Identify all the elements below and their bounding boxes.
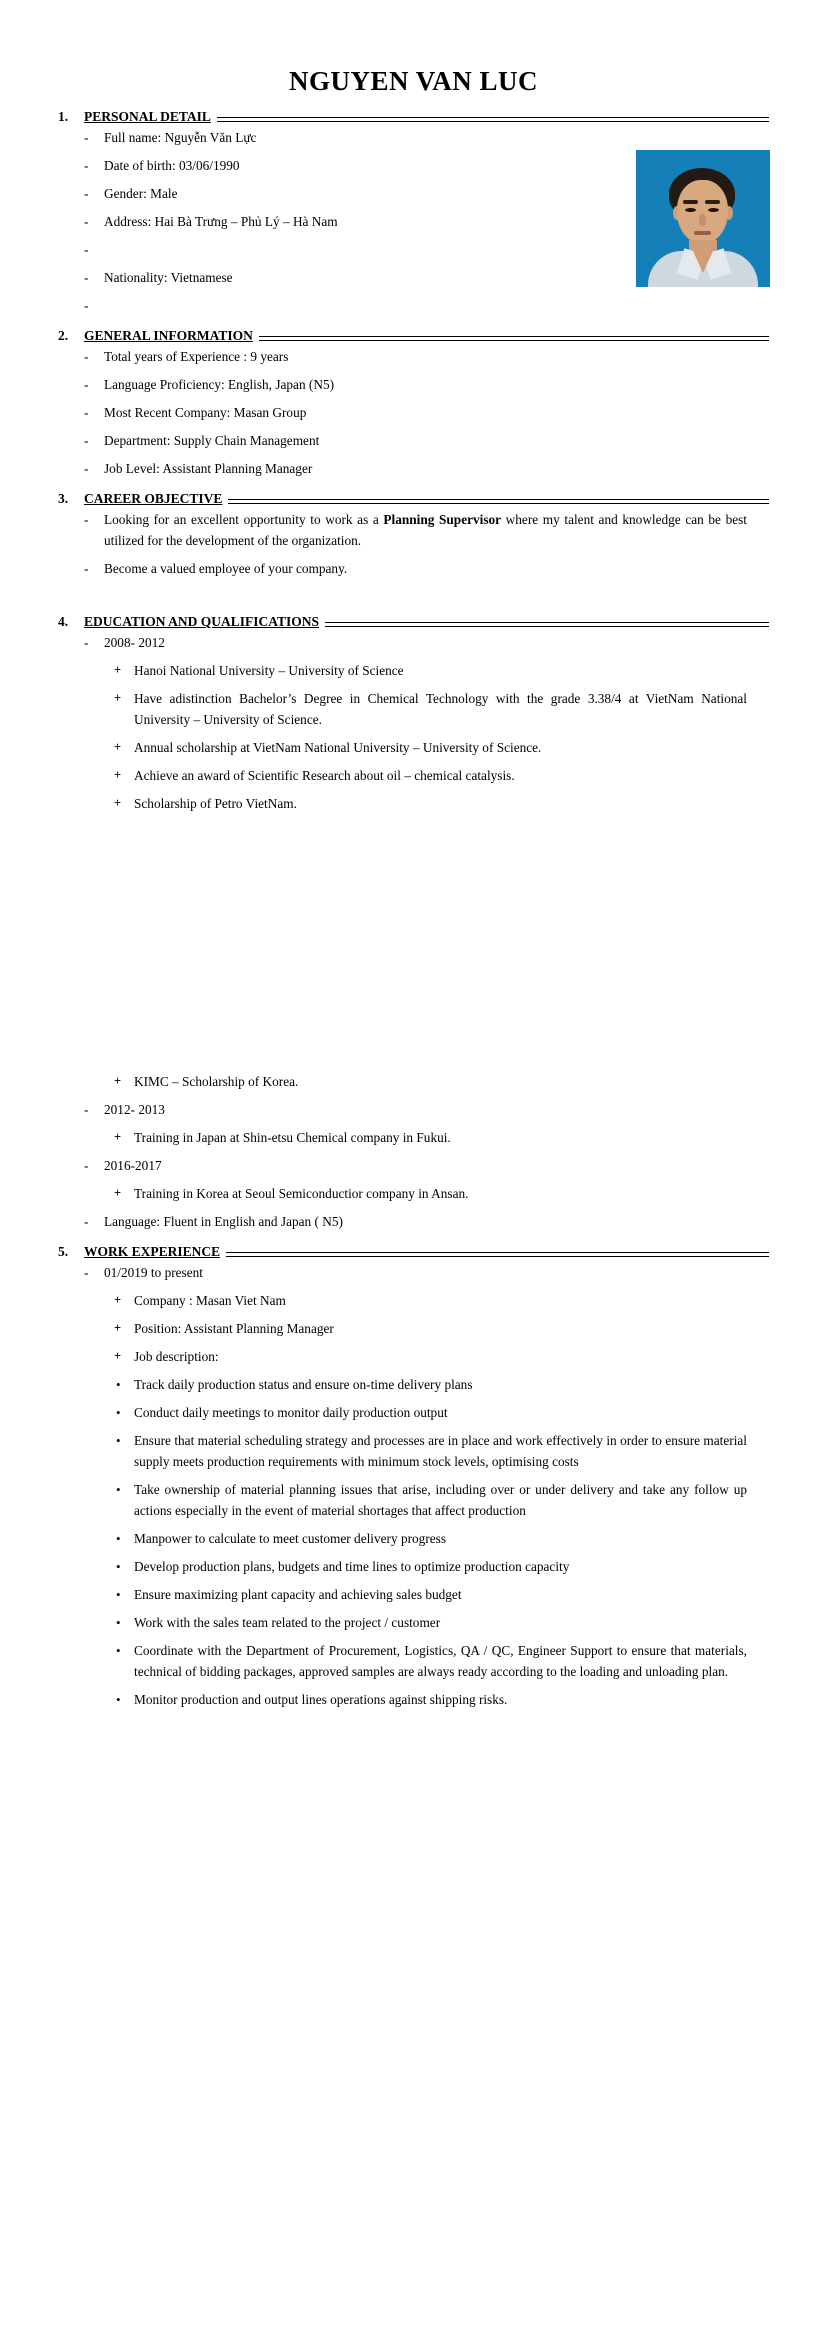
section-career-objective: [58, 491, 769, 579]
list-item: - Date of birth: 03/06/1990: [58, 155, 769, 176]
section-title: PERSONAL DETAIL: [84, 109, 211, 124]
education-period: - 2012- 2013: [58, 1099, 769, 1120]
section-title: CAREER OBJECTIVE: [84, 491, 223, 506]
list-item: - Job Level: Assistant Planning Manager: [58, 458, 769, 479]
objective-prefix: Looking for an excellent opportunity to work as a: [104, 512, 384, 527]
duty-item: • Coordinate with the Department of Procurement, Logistics, QA / QC, Engineer Support to ensure that materials, technical of bidding packages, approved samples are always ready according to the loading and unloading plan.: [58, 1640, 769, 1682]
career-objective-list: [58, 509, 769, 579]
list-item: - Language Proficiency: English, Japan (N5): [58, 374, 769, 395]
duty-item: • Monitor production and output lines operations against shipping risks.: [58, 1689, 769, 1710]
list-item: - Department: Supply Chain Management: [58, 430, 769, 451]
section-heading: [58, 1244, 769, 1260]
work-entry: + Company : Masan Viet Nam: [58, 1290, 769, 1311]
objective-role: Planning Supervisor: [383, 512, 502, 527]
section-personal-detail: [58, 109, 769, 316]
education-entry: + Hanoi National University – University of Science: [58, 660, 769, 681]
section-title: EDUCATION AND QUALIFICATIONS: [84, 614, 320, 629]
section-number: 3.: [58, 491, 69, 506]
duty-item: • Manpower to calculate to meet customer delivery progress: [58, 1528, 769, 1549]
list-item: - Address: Hai Bà Trưng – Phủ Lý – Hà Nam: [58, 211, 769, 232]
work-entry: + Job description:: [58, 1346, 769, 1367]
education-period: - 2016-2017: [58, 1155, 769, 1176]
section-education-qualifications: [58, 614, 769, 1232]
education-period: - 2008- 2012: [58, 632, 769, 653]
work-period: - 01/2019 to present: [58, 1262, 769, 1283]
education-entry: + Scholarship of Petro VietNam.: [58, 793, 769, 814]
section-heading: [58, 491, 769, 507]
section-title: WORK EXPERIENCE: [84, 1244, 221, 1259]
education-entry: + Training in Japan at Shin-etsu Chemical company in Fukui.: [58, 1127, 769, 1148]
list-item: - Full name: Nguyễn Văn Lực: [58, 127, 769, 148]
heading-rule: [325, 622, 769, 627]
list-item: - Gender: Male: [58, 183, 769, 204]
objective-suffix: where my talent and knowledge can be best utilized for the development of the organization.: [104, 512, 747, 548]
education-entry: + Training in Korea at Seoul Semiconductior company in Ansan.: [58, 1183, 769, 1204]
work-entry: + Position: Assistant Planning Manager: [58, 1318, 769, 1339]
section-heading: [58, 614, 769, 630]
section-heading: [58, 328, 769, 344]
section-title: GENERAL INFORMATION: [84, 328, 253, 343]
page-title: NGUYEN VAN LUC: [288, 66, 539, 96]
heading-rule: [259, 336, 769, 341]
section-number: 2.: [58, 328, 69, 343]
section-general-information: [58, 328, 769, 479]
education-entry: + KIMC – Scholarship of Korea.: [58, 1071, 769, 1092]
heading-rule: [226, 1252, 769, 1257]
career-objective-paragraph: [58, 509, 769, 551]
education-entry: + Achieve an award of Scientific Research about oil – chemical catalysis.: [58, 765, 769, 786]
duty-item: • Work with the sales team related to the project / customer: [58, 1612, 769, 1633]
duty-item: • Ensure maximizing plant capacity and achieving sales budget: [58, 1584, 769, 1605]
list-item: - Become a valued employee of your company.: [58, 558, 769, 579]
page-gap: [58, 821, 769, 1071]
list-item: - Total years of Experience : 9 years: [58, 346, 769, 367]
work-experience-list: [58, 1262, 769, 1710]
heading-rule: [228, 499, 769, 504]
personal-detail-list: [58, 127, 769, 316]
section-number: 1.: [58, 109, 69, 124]
duty-item: • Conduct daily meetings to monitor daily production output: [58, 1402, 769, 1423]
section-work-experience: [58, 1244, 769, 1710]
list-item: - Nationality: Vietnamese: [58, 267, 769, 288]
heading-rule: [217, 117, 769, 122]
general-information-list: [58, 346, 769, 479]
duty-item: • Take ownership of material planning issues that arise, including over or under delivery and take any follow up actions especially in the event of material shortages that affect production: [58, 1479, 769, 1521]
education-list: [58, 632, 769, 814]
section-number: 5.: [58, 1244, 69, 1259]
education-list-continued: [58, 1071, 769, 1232]
list-item: - Most Recent Company: Masan Group: [58, 402, 769, 423]
duty-item: • Ensure that material scheduling strategy and processes are in place and work effectively in order to ensure material supply meets production requirements with minimum stock levels, optimising costs: [58, 1430, 769, 1472]
section-heading: [58, 109, 769, 125]
education-language-note: - Language: Fluent in English and Japan ( N5): [58, 1211, 769, 1232]
section-number: 4.: [58, 614, 69, 629]
duty-item: • Develop production plans, budgets and time lines to optimize production capacity: [58, 1556, 769, 1577]
list-item: [58, 295, 769, 316]
duty-item: • Track daily production status and ensure on-time delivery plans: [58, 1374, 769, 1395]
resume-content: [0, 109, 827, 1710]
education-entry: + Have adistinction Bachelor’s Degree in Chemical Technology with the grade 3.38/4 at VietNam National University – University of Science.: [58, 688, 769, 730]
spacer: [58, 586, 769, 602]
list-item: [58, 239, 769, 260]
education-entry: + Annual scholarship at VietNam National University – University of Science.: [58, 737, 769, 758]
